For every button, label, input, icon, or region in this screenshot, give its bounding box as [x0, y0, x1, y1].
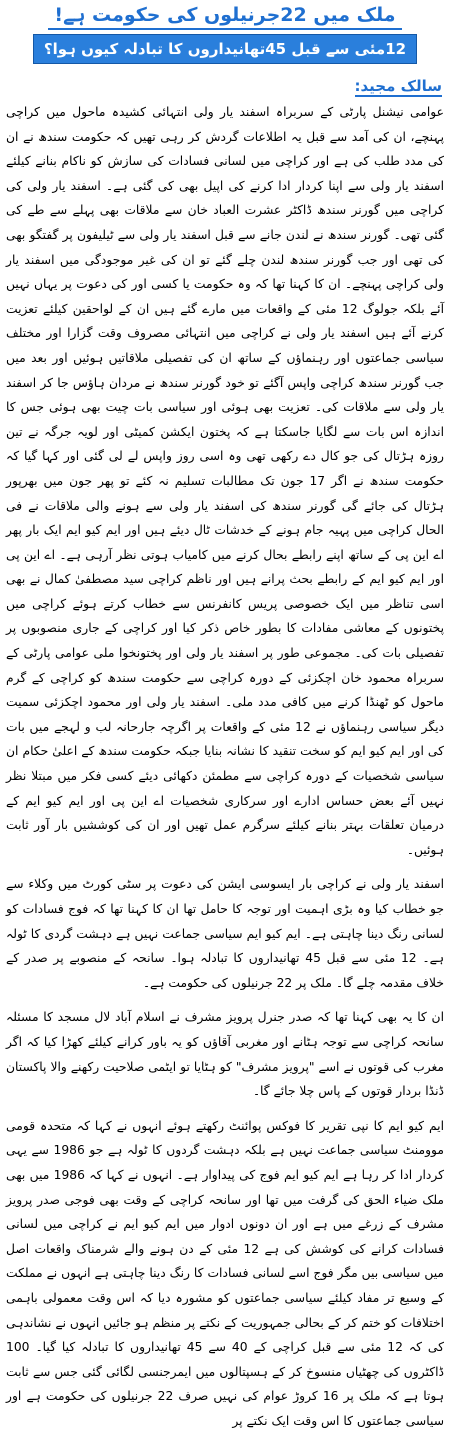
subheadline: 12مئی سے قبل 45تھانیداروں کا تبادلہ کیوں ہوا؟ — [33, 34, 417, 64]
paragraph-4: ایم کیو ایم کا نپی تقریر کا فوکس پوائنٹ رکھتے ہوئے انہوں نے کہا کہ متحدہ قومی موومنٹ سیاسی جماعت نہیں ہے بلکہ دہشت گردوں کا ٹولہ ہے جو 1986 سے یہی کردار ادا کر رہا ہے ایم کیو ایم فوج کی پیداوار ہے۔ انہوں نے کہا کہ 1986 میں بھی ملک ضیاء الحق کی گرفت میں تھا اور سانحہ کراچی کے وقت بھی فوجی صدر پرویز مشرف کے زرغے میں ہے اور ان دونوں ادوار میں ایم کیو ایم نے کراچی میں لسانی فسادات کرانے کی کوشش کی ہے 12 مئی کے دن ہونے والے شرمناک واقعات اصل میں سیاسی بیں مگر فوج اسے لسانی فسادات کا رنگ دینا چاہتی ہے انہوں نے مملکت کے وسیع تر مفاد کیلئے سیاسی جماعتوں کو مشورہ دیا کہ اس وقت معمولی باہمی اختلافات کو ختم کر کے بحالی جمہوریت کے نکتے پر منظم ہو جائیں انہوں نے نشاندہی کی کہ 12 مئی سے قبل کراچی کے 40 سے 45 تھانیداروں کا تبادلہ کیا گیا۔ 100 ڈاکٹروں کی چھٹیاں منسوخ کر کے ہسپتالوں میں ایمرجنسی لگائی گئی جس سے ثابت ہوتا ہے کہ ملک پر 16 کروڑ عوام کی نہیں صرف 22 جرنیلوں کی حکومت ہے اور سیاسی جماعتوں کا اس وقت ایک نکتے پر — [6, 1118, 444, 1428]
paragraph-1: عوامی نیشنل پارٹی کے سربراہ اسفند یار ولی انتہائی کشیدہ ماحول میں کراچی پہنچے، ان کی آمد سے قبل یہ اطلاعات گردش کر رہی تھیں کہ حکومت سندھ نے ان کی مدد طلب کی ہے اور کراچی میں لسانی فسادات کی سازش کو ناکام بنانے کیلئے اسفند یار ولی سے اپنا کردار ادا کرنے کی اپیل بھی کی گئی ہے۔ اسفند یار ولی کی کراچی میں گورنر سندھ ڈاکٹر عشرت العباد خان سے ملاقات بھی پہلے سے طے کی گئی تھی۔ گورنر سندھ نے لندن جانے سے قبل اسفند یار ولی سے ٹیلیفون پر گفتگو بھی کی تھی اور جب گورنر سندھ لندن چلے گئے تو ان کی غیر موجودگی میں اسفند یار ولی کراچی پہنچے۔ ان کا کہنا تھا کہ وہ حکومت یا کسی اور کی دعوت پر یہاں نہیں آئے بلکہ جولوگ 12 مئی کے واقعات میں مارے گئے ہیں ان کے لواحقین کیلئے تعزیت کرنے آئے ہیں اسفند یار ولی نے کراچی میں انتہائی مصروف وقت گزارا اور مختلف سیاسی جماعتوں اور رہنماؤں کے ساتھ ان کی تفصیلی ملاقاتیں ہوئیں اور بعد میں جب گورنر سندھ کراچی واپس آگئے تو خود گورنر سندھ نے مردان ہاؤس جا کر اسفند یار ولی سے ملاقات کی۔ تعزیت بھی ہوئی اور سیاسی بات چیت بھی ہوئی جس کا اندازہ اس بات سے لگایا جاسکتا ہے کہ پختون ایکشن کمیٹی اور لویہ جرگہ نے تین روزہ ہڑتال کی جو کال دے رکھی تھی وہ اسی روز واپس لے لی گئی اور کہا گیا کہ حکومت سندھ نے اگر 17 جون تک مطالبات تسلیم نہ کئے تو پھر جون میں بھرپور ہڑتال کی جائے گی گورنر سندھ کی اسفند یار ولی سے ہونے والی ملاقات نے فی الحال کراچی میں پہیہ جام ہونے کے خدشات ٹال دیئے ہیں اور ایم کیو ایم ایک بار پھر اے این پی کے ساتھ اپنے رابطے بحال کرنے میں کامیاب ہوتی نظر آرہی ہے۔ اے این پی اور ایم کیو ایم کے رابطے بحث پرانے ہیں اور ناظم کراچی سید مصطفیٰ کمال نے بھی اسی تناظر میں ایک خصوصی پریس کانفرنس سے خطاب کرتے ہوئے کراچی میں پختونوں کے معاشی مفادات کا بطور خاص ذکر کیا اور کراچی کے جاری منصوبوں پر تفصیلی بات کی۔ مجموعی طور پر اسفند یار ولی اور پختونخوا ملی عوامی پارٹی کے سربراہ محمود خان اچکزئی کے دورہ کراچی سے حکومت سندھ کو کراچی کے گرم ماحول کو ٹھنڈا کرنے میں کافی مدد ملی۔ اسفند یار ولی اور محمود اچکزئی سمیت دیگر سیاسی رہنماؤں نے 12 مئی کے واقعات پر اگرچہ جارحانہ لب و لہجے میں بات کی اور ایم کیو ایم کو سخت تنقید کا نشانہ بنایا جبکہ حکومت سندھ کے اعلیٰ حکام ان سیاسی شخصیات کے دورہ کراچی سے مطمئن دکھائی دیئے کسی فکر میں مبتلا نظر نہیں آئے بعض حساس ادارے اور سرکاری شخصیات اے این پی اور ایم کیو ایم کے درمیان تعلقات بہتر بنانے کیلئے سرگرم عمل تھیں اور ان کی کوششیں بار آور ثابت ہوئیں۔ — [6, 105, 445, 857]
news-page — [0, 2, 450, 1428]
headline — [6, 2, 444, 30]
byline — [6, 76, 442, 96]
paragraph-3: ان کا یہ بھی کہنا تھا کہ صدر جنرل پرویز مشرف نے اسلام آباد لال مسجد کا مسئلہ سانحہ کراچی سے توجہ ہٹانے اور مغربی آقاؤں کو یہ باور کرانے کیلئے کھڑا کیا کہ اگر مغرب کی قوتوں نے اسے "پرویز مشرف" کو ہٹایا تو ایٹمی صلاحیت رکھنے والا پاکستان ڈنڈا بردار قوتوں کے پاس چلا جائے گا۔ — [6, 1010, 444, 1099]
headline-text: ملک میں 22جرنیلوں کی حکومت ہے! — [48, 2, 401, 30]
article-body — [6, 100, 444, 1433]
byline-text: سالک مجید: — [354, 77, 442, 95]
subheadline-wrap — [6, 34, 444, 68]
paragraph-2: اسفند یار ولی نے کراچی بار ایسوسی ایشن کی دعوت پر سٹی کورٹ میں وکلاء سے جو خطاب کیا وہ بڑی اہمیت اور توجہ کا حامل تھا ان کا کہنا تھا کہ فوج فسادات کو لسانی رنگ دینا چاہتی ہے۔ ایم کیو ایم سیاسی جماعت نہیں ہے دہشت گردی کا ٹولہ ہے۔ 12 مئی سے قبل 45 تھانیداروں کا تبادلہ ہوا۔ سانحہ کے منصوبے پر صدر کے خلاف مقدمہ چلے گا۔ ملک پر 22 جرنیلوں کی حکومت ہے۔ — [6, 877, 444, 990]
